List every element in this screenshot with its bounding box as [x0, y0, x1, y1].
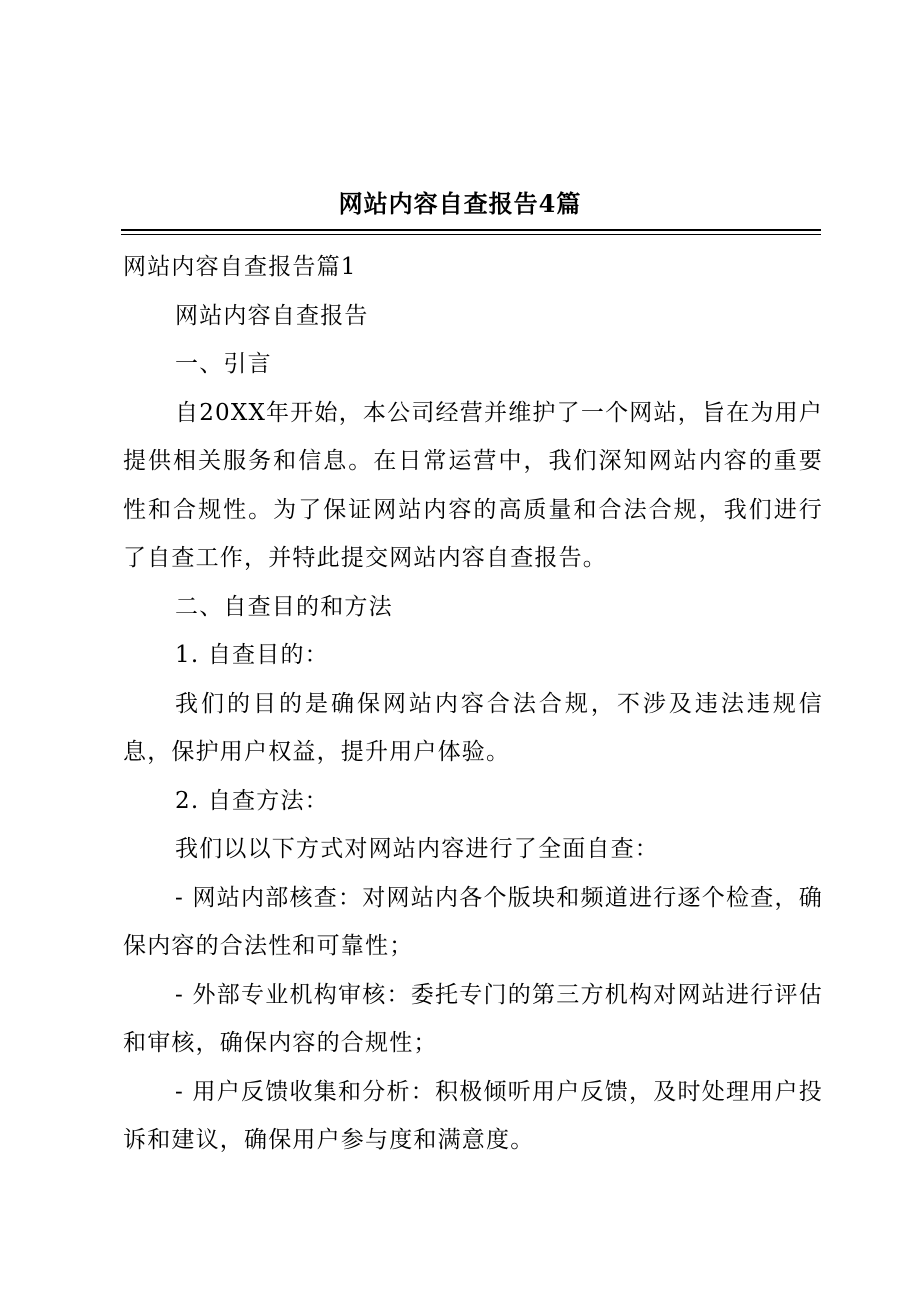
document-title: 网站内容自查报告4篇 — [338, 189, 582, 218]
paragraph-introduction: 自20XX年开始，本公司经营并维护了一个网站，旨在为用户提供相关服务和信息。在日常运营中，我们深知网站内容的重要性和合规性。为了保证网站内容的高质量和合法合规，我们进行了自查工作，并特此提交网站内容自查报告。 — [123, 399, 823, 571]
list-item-internal-check: - 网站内部核查：对网站内各个版块和频道进行逐个检查，确保内容的合法性和可靠性； — [123, 884, 823, 959]
report-subtitle: 网站内容自查报告 — [175, 302, 369, 329]
list-item-external-review: - 外部专业机构审核：委托专门的第三方机构对网站进行评估和审核，确保内容的合规性； — [123, 981, 823, 1056]
subheading-method: 2. 自查方法： — [175, 787, 329, 814]
heading-introduction: 一、引言 — [175, 351, 272, 377]
list-item-user-feedback: - 用户反馈收集和分析：积极倾听用户反馈，及时处理用户投诉和建议，确保用户参与度和满意度。 — [123, 1078, 823, 1153]
paragraph-method-intro: 我们以以下方式对网站内容进行了全面自查： — [175, 836, 659, 862]
section-heading: 网站内容自查报告篇1 — [123, 254, 357, 280]
title-rule-thick — [121, 229, 821, 231]
document-body — [123, 243, 823, 1165]
subheading-purpose: 1. 自查目的： — [175, 642, 329, 668]
paragraph-purpose: 我们的目的是确保网站内容合法合规，不涉及违法违规信息，保护用户权益，提升用户体验。 — [123, 690, 823, 765]
heading-purpose-and-method: 二、自查目的和方法 — [175, 593, 393, 620]
title-rule-thin — [121, 234, 821, 235]
